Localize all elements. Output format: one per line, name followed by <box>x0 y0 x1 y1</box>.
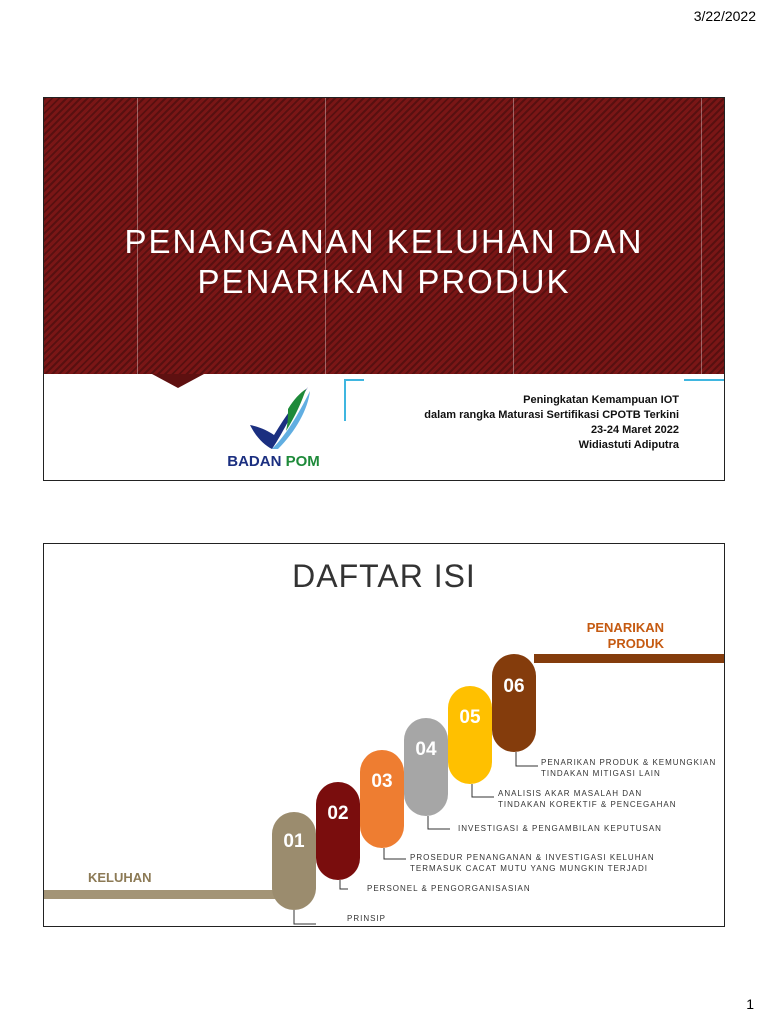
corner-bracket <box>684 379 725 391</box>
title-slide <box>43 97 725 481</box>
step-label-04: INVESTIGASI & PENGAMBILAN KEPUTUSAN <box>458 824 662 833</box>
logo-text <box>216 453 331 470</box>
slide-title-line2: PENARIKAN PRODUK <box>197 263 571 300</box>
event-context: dalam rangka Maturasi Sertifikasi CPOTB Terkini <box>424 409 679 421</box>
step-pill-01 <box>272 812 316 910</box>
step-label-06-line1: PENARIKAN PRODUK & KEMUNGKIAN <box>541 758 717 767</box>
banner-notch <box>152 374 204 388</box>
step-number-02: 02 <box>327 803 349 824</box>
event-date: 23-24 Maret 2022 <box>590 424 679 436</box>
step-label-05 <box>498 788 676 810</box>
logo-text-badan: BADAN <box>227 453 282 470</box>
event-name: Peningkatan Kemampuan IOT <box>523 394 679 406</box>
end-label-line2: PRODUK <box>607 636 664 651</box>
step-number-05: 05 <box>459 707 481 728</box>
page-number: 1 <box>746 996 754 1012</box>
step-pill-04 <box>404 718 448 816</box>
page-date: 3/22/2022 <box>693 8 756 24</box>
step-label-06-line2: TINDAKAN MITIGASI LAIN <box>541 769 661 778</box>
step-label-05-line1: ANALISIS AKAR MASALAH DAN <box>498 789 643 798</box>
step-label-03-line1: PROSEDUR PENANGANAN & INVESTIGASI KELUHAN <box>410 853 655 862</box>
step-label-06 <box>541 757 716 779</box>
event-info-text <box>424 393 679 453</box>
step-number-06: 06 <box>503 676 525 697</box>
start-label: KELUHAN <box>88 870 152 885</box>
slide-title-line1: PENANGANAN KELUHAN DAN <box>124 223 644 260</box>
end-label <box>587 620 664 652</box>
step-pill-03 <box>360 750 404 848</box>
corner-bracket <box>722 457 725 479</box>
step-label-02: PERSONEL & PENGORGANISASIAN <box>367 884 531 893</box>
presenter-name: Widiastuti Adiputra <box>578 439 679 451</box>
step-pill-06 <box>492 654 536 752</box>
step-pill-02 <box>316 782 360 880</box>
badan-pom-logo <box>216 385 331 475</box>
step-number-03: 03 <box>371 771 393 792</box>
event-info <box>344 379 725 479</box>
logo-text-pom: POM <box>285 453 320 470</box>
end-label-line1: PENARIKAN <box>586 620 664 635</box>
step-label-03 <box>410 852 655 874</box>
step-number-01: 01 <box>283 831 305 852</box>
step-label-03-line2: TERMASUK CACAT MUTU YANG MUNGKIN TERJADI <box>410 864 648 873</box>
step-label-01: PRINSIP <box>347 914 387 923</box>
corner-bracket <box>344 379 364 421</box>
step-label-05-line2: TINDAKAN KOREKTIF & PENCEGAHAN <box>498 800 677 809</box>
end-line <box>534 654 724 663</box>
step-number-04: 04 <box>415 739 437 760</box>
agenda-slide <box>43 543 725 927</box>
checkmark-logo-icon <box>216 385 331 455</box>
agenda-title: DAFTAR ISI <box>292 558 476 594</box>
step-pill-05 <box>448 686 492 784</box>
slide-title <box>44 222 724 302</box>
start-line <box>44 890 276 899</box>
